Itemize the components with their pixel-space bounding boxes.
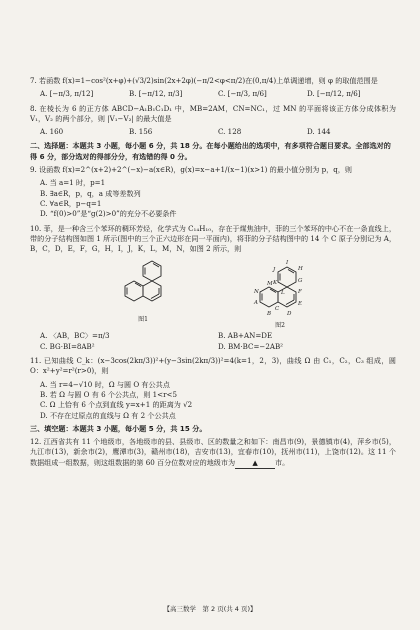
option-b: B. 若 Ω 与圆 O 有 6 个公共点，则 1<r<5 (40, 389, 177, 399)
option-c: C. ∀a∈R，p−q=1 (40, 198, 102, 208)
atom-label-g: G (298, 278, 303, 285)
figure-1-caption: 图1 (138, 316, 148, 324)
option-a: A. 当 a=1 时，p=1 (40, 178, 106, 188)
atom-label-e: E (298, 301, 303, 308)
question-9-stem: 9. 设函数 f(x)=2^(x+2)+2^(−x)−a(x∈R)，g(x)=x−a+1/(x−1)(x>1) 的最小值分别为 p，q，则 (30, 165, 352, 175)
question-10 (30, 224, 396, 352)
page-footer: 【高三数学 第 2 页(共 4 页)】 (163, 605, 257, 613)
answer-blank[interactable]: ▲ (235, 458, 275, 469)
question-8 (30, 104, 396, 138)
figure-1 (111, 257, 175, 330)
question-12-stem (30, 437, 396, 469)
atom-label-c: C (275, 306, 280, 313)
question-12-text: 12. 江西省共有 11 个地级市，各地级市的县、县级市、区的数量之和如下：南昌市(9)，景德镇市(4)，萍乡市(5)，九江市(13)，新余市(2)，鹰潭市(3)，赣州市(18)，吉安市(13)，宜春市(10)，抚州市(11)，上饶市(12)。这 11 个数据组成一组数据，则这组数据的第 60 百分位数对应的地级市为 (30, 437, 396, 467)
option-d: D. 144 (307, 127, 331, 137)
question-12-tail: 市。 (275, 457, 290, 467)
option-d: D. [−π/12, π/6] (307, 89, 361, 99)
option-c: C. [−π/3, π/6] (218, 89, 267, 99)
option-b: B. [−π/12, π/3] (129, 89, 183, 99)
phenanthrene-structure-figure-1 (111, 257, 175, 315)
option-c: C. BG·BI=8AB² (40, 341, 95, 351)
question-7-stem: 7. 若函数 f(x)=1−cos²(x+φ)+(√3/2)sin(2x+2φ)(−π/2<φ<π/2)在(0,π/4)上单调递增，则 φ 的取值范围是 (30, 76, 378, 85)
question-9 (30, 165, 396, 219)
section-3-heading: 三、填空题：本题共 3 小题，每小题 5 分，共 15 分。 (30, 423, 207, 433)
section-2-heading: 二、选择题：本题共 3 小题，每小题 6 分，共 18 分。在每小题给出的选项中，有多项符合题目要求。全部选对的得 6 分，部分选对的得部分分，有选错的得 0 分。 (30, 141, 391, 161)
atom-label-k: K (273, 280, 278, 287)
question-10-stem: 10. 菲，是一种含三个苯环的稠环芳烃，化学式为 C₁₄H₁₀，存在于煤焦油中，菲的三个苯环的中心不在一条直线上，带的分子结构图如图 1 所示(图中的三个正六边形在同一平面内)，将菲的分子结构图中的 14 个 C 原子分别记为 A，B，C，D，E，F，G，H，I，J，K，L，M，N，如图 2 所示，则 (30, 223, 396, 254)
labeled-carbon-structure-figure-2 (245, 257, 315, 321)
question-8-stem: 8. 在棱长为 6 的正方体 ABCD−A₁B₁C₁D₁ 中，MB=2AM，CN=NC₁，过 MN 的平面将该正方体分成体积为 V₁，V₂ 的两个部分，则 |V₁−V₂| 的最大值是 (30, 103, 396, 123)
option-c: C. Ω 上恰有 6 个点到直线 y=x+1 的距离为 √2 (40, 400, 193, 410)
atom-label-a: A (254, 300, 258, 307)
option-d: D. “f(0)>0”是“g(2)>0”的充分不必要条件 (40, 209, 177, 219)
option-c: C. 128 (218, 127, 242, 137)
question-11 (30, 356, 396, 421)
atom-label-f: F (298, 289, 302, 296)
option-a: A. 当 r=4−√10 时，Ω 与圆 O 有公共点 (40, 379, 170, 389)
atom-label-i: I (286, 260, 289, 267)
atom-label-b: B (267, 311, 272, 318)
atom-label-h: H (298, 266, 303, 273)
option-b: B. ∃a∈R，p，q，a 成等差数列 (40, 188, 141, 198)
question-11-stem: 11. 已知曲线 C_k：(x−3cos(2kπ/3))²+(y−3sin(2kπ/3))²=4(k=1，2，3)，曲线 Ω 由 C₁，C₂，C₃ 组成，圆 O：x²+y²=r²(r>0)，则 (30, 356, 396, 376)
option-b: B. 156 (129, 127, 153, 137)
atom-label-m: M (267, 281, 273, 288)
figure-2-caption: 图2 (275, 322, 285, 330)
atom-label-j: J (273, 267, 276, 274)
option-b: B. AB+AN=DE (218, 331, 273, 341)
option-a: A. 〈AB，BC〉=π/3 (40, 331, 110, 341)
atom-label-n: N (254, 289, 259, 296)
question-7-options (40, 89, 396, 99)
option-d: D. 不存在过原点的直线与 Ω 有 2 个公共点 (40, 410, 176, 420)
option-d: D. BM·BC=−2AB² (218, 341, 284, 351)
option-a: A. [−π/3, π/12] (40, 89, 94, 99)
question-12 (30, 437, 396, 469)
question-10-options (40, 331, 396, 352)
figure-2 (245, 257, 315, 330)
option-a: A. 160 (40, 127, 64, 137)
question-8-options (40, 127, 396, 137)
atom-label-d: D (287, 311, 292, 318)
question-7 (30, 76, 396, 100)
atom-label-l: L (281, 290, 285, 297)
figures (30, 257, 396, 330)
